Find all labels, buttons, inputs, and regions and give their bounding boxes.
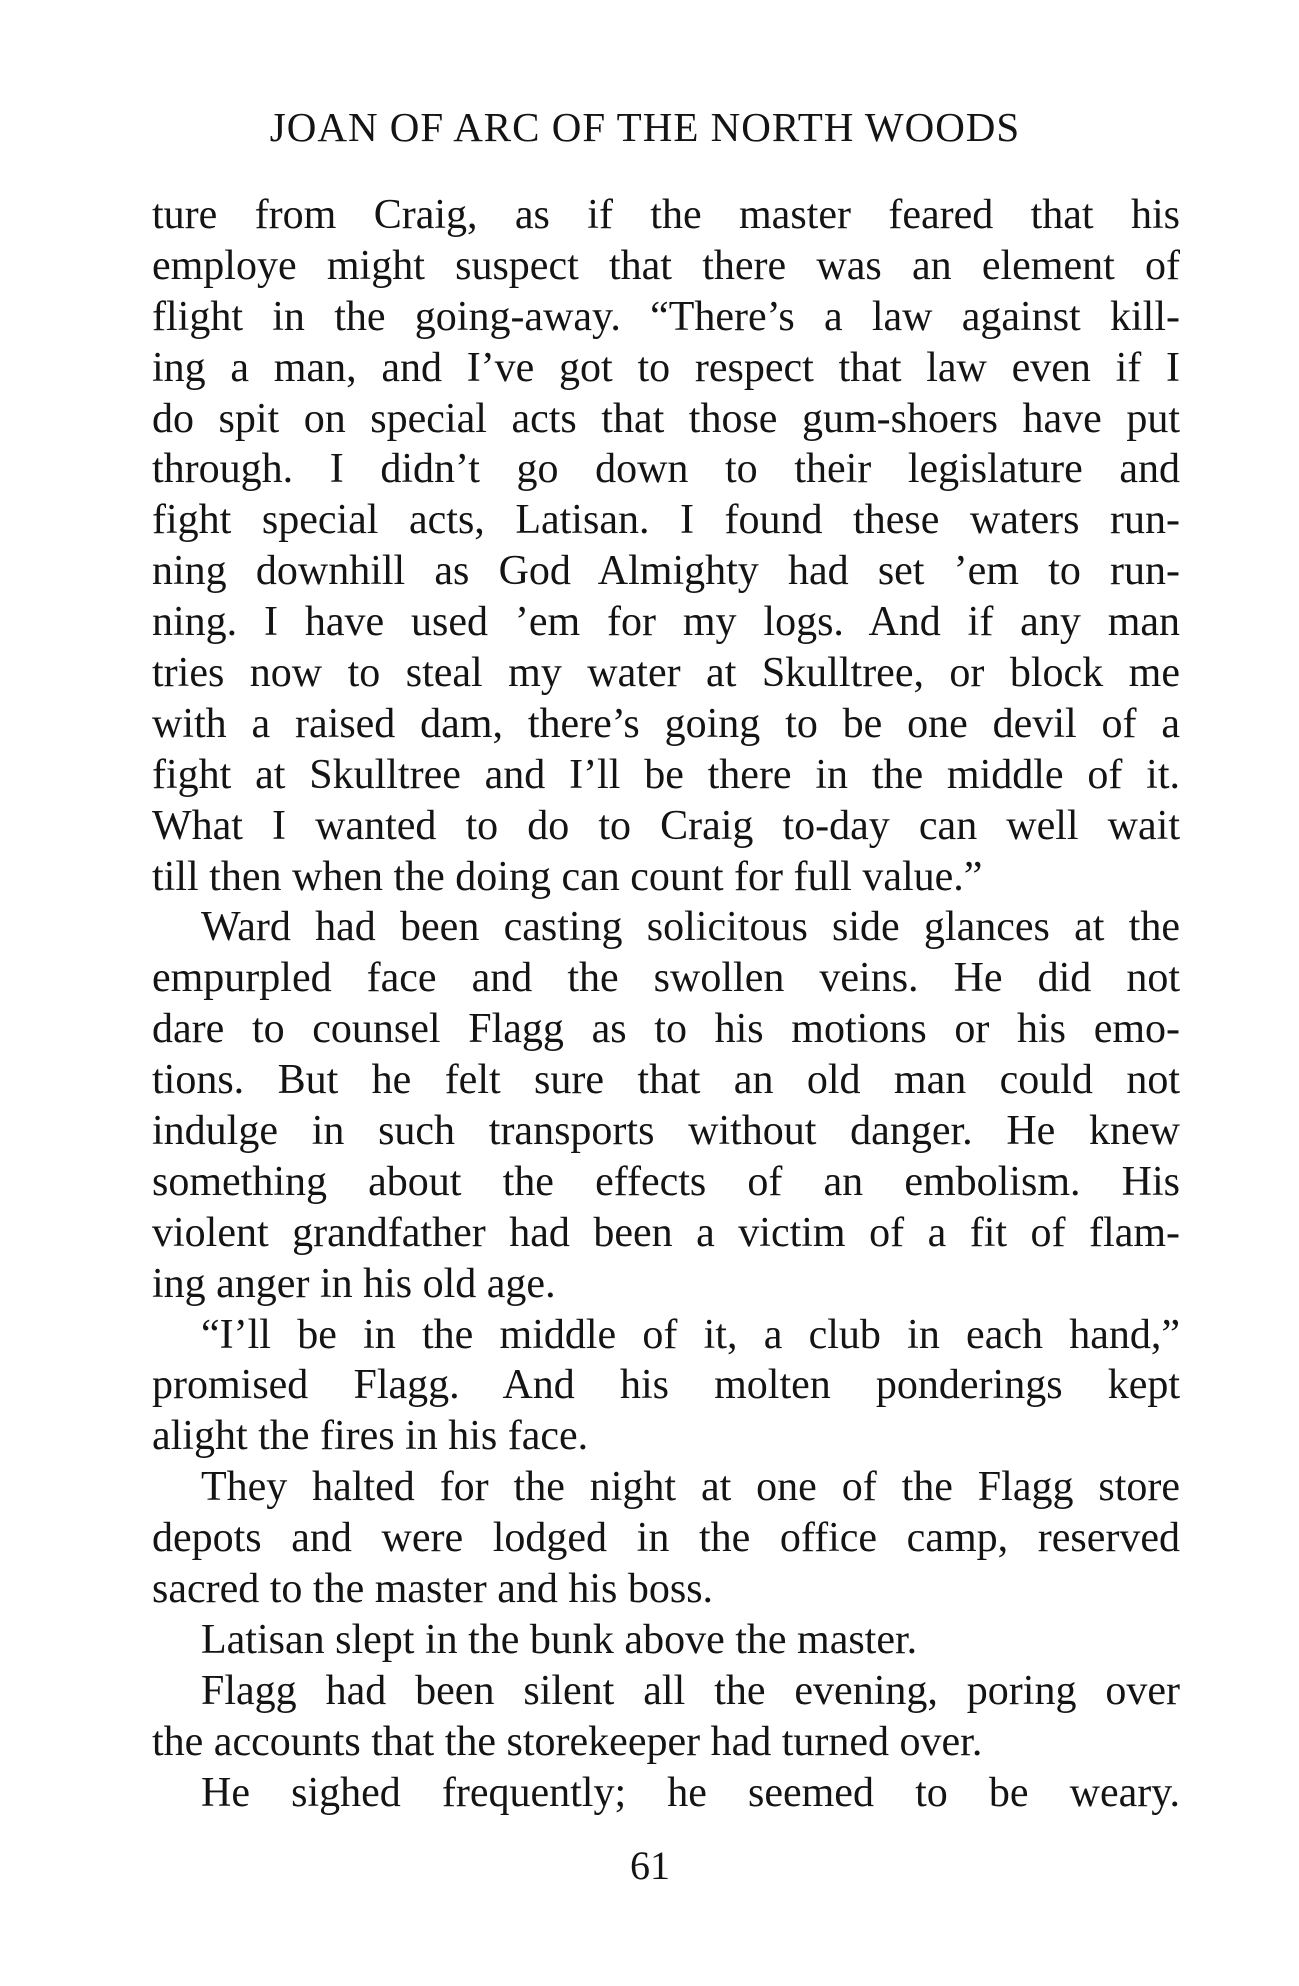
text-line: violent grandfather had been a victim of a fit of flam- bbox=[152, 1209, 1180, 1256]
text-line: tions. But he felt sure that an old man could not bbox=[152, 1057, 1180, 1104]
text-line: employe might suspect that there was an element of bbox=[152, 242, 1180, 289]
text-line: What I wanted to do to Craig to-day can well wait bbox=[152, 802, 1180, 849]
text-line: ing anger in his old age. bbox=[152, 1260, 556, 1307]
body-text bbox=[152, 190, 1180, 1819]
text-line: empurpled face and the swollen veins. He did not bbox=[152, 955, 1180, 1002]
text-line: till then when the doing can count for full value.” bbox=[152, 853, 983, 900]
text-line: ing a man, and I’ve got to respect that law even if I bbox=[152, 344, 1180, 391]
text-line: Ward had been casting solicitous side glances at the bbox=[201, 904, 1180, 951]
text-line: with a raised dam, there’s going to be one devil of a bbox=[152, 700, 1180, 747]
text-line: promised Flagg. And his molten ponderings kept bbox=[152, 1362, 1180, 1409]
text-line: something about the effects of an embolism. His bbox=[152, 1158, 1180, 1205]
page-number: 61 bbox=[630, 1843, 670, 1888]
text-line: He sighed frequently; he seemed to be weary. bbox=[201, 1769, 1180, 1816]
text-line: fight at Skulltree and I’ll be there in the middle of it. bbox=[152, 751, 1180, 798]
text-line: indulge in such transports without danger. He knew bbox=[152, 1108, 1180, 1155]
text-line: through. I didn’t go down to their legislature and bbox=[152, 446, 1180, 493]
text-line: ning. I have used ’em for my logs. And if any man bbox=[152, 599, 1180, 646]
text-line: sacred to the master and his boss. bbox=[152, 1566, 714, 1613]
text-line: Flagg had been silent all the evening, poring over bbox=[201, 1667, 1180, 1714]
text-line: “I’ll be in the middle of it, a club in each hand,” bbox=[201, 1311, 1180, 1358]
text-line: flight in the going-away. “There’s a law against kill- bbox=[152, 293, 1180, 340]
text-line: tries now to steal my water at Skulltree, or block me bbox=[152, 650, 1180, 697]
text-line: the accounts that the storekeeper had turned over. bbox=[152, 1718, 983, 1765]
text-line: They halted for the night at one of the Flagg store bbox=[201, 1464, 1180, 1511]
text-line: do spit on special acts that those gum-shoers have put bbox=[152, 395, 1180, 442]
running-head: JOAN OF ARC OF THE NORTH WOODS bbox=[269, 104, 1021, 150]
text-line: dare to counsel Flagg as to his motions or his emo- bbox=[152, 1006, 1180, 1053]
text-line: ning downhill as God Almighty had set ’em to run- bbox=[152, 548, 1180, 595]
text-line: Latisan slept in the bunk above the master. bbox=[201, 1616, 918, 1663]
text-line: depots and were lodged in the office camp, reserved bbox=[152, 1515, 1180, 1562]
text-line: fight special acts, Latisan. I found these waters run- bbox=[152, 497, 1180, 544]
text-line: ture from Craig, as if the master feared that his bbox=[152, 192, 1180, 238]
text-line: alight the fires in his face. bbox=[152, 1413, 589, 1460]
